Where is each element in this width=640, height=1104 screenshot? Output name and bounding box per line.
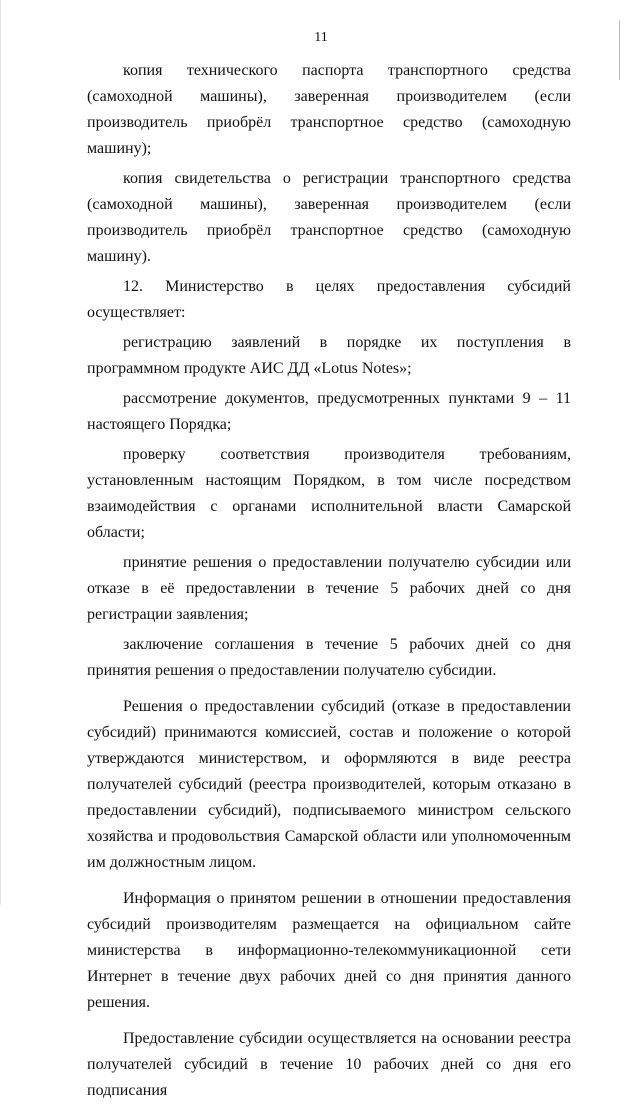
paragraph-compliance-check: проверку соответствия производителя требованиям, установленным настоящим Порядком, в том числе посредством взаимодействия с органами исполнительной власти Самарской области; xyxy=(87,446,571,541)
paragraph-decision-publication: Информация о принятом решении в отношении предоставления субсидий производителям размещается на официальном сайте министерства в информационно-телекоммуникационной сети Интернет в течение двух рабочих дней со дня принятия данного решения. xyxy=(87,890,571,1011)
document-body xyxy=(87,58,571,1104)
paragraph-agreement-conclusion: заключение соглашения в течение 5 рабочих дней со дня принятия решения о предоставлении получателю субсидии. xyxy=(87,636,571,679)
paragraph-subsidy-provision: Предоставление субсидии осуществляется на основании реестра получателей субсидий в течение 10 рабочих дней со дня его подписания xyxy=(87,1030,571,1099)
paragraph-commission-decisions: Решения о предоставлении субсидий (отказе в предоставлении субсидий) принимаются комиссией, состав и положение о которой утверждаются министерством, и оформляются в виде реестра получателей субсидий (реестра производителей, которым отказано в предоставлении субсидий), подписываемого министром сельского хозяйства и продовольствия Самарской области или уполномоченным им должностным лицом. xyxy=(87,698,571,871)
paragraph-tech-passport-copy: копия технического паспорта транспортного средства (самоходной машины), заверенная производителем (если производитель приобрёл транспортное средство (самоходную машину); xyxy=(87,62,571,157)
paragraph-application-registration: регистрацию заявлений в порядке их поступления в программном продукте АИС ДД «Lotus Notes»; xyxy=(87,334,571,377)
paragraph-decision-making: принятие решения о предоставлении получателю субсидии или отказе в её предоставлении в течение 5 рабочих дней со дня регистрации заявления; xyxy=(87,554,571,623)
paragraph-ministry-duties-heading: 12. Министерство в целях предоставления субсидий осуществляет: xyxy=(87,278,571,321)
paragraph-registration-certificate-copy: копия свидетельства о регистрации транспортного средства (самоходной машины), заверенная производителем (если производитель приобрёл транспортное средство (самоходную машину). xyxy=(87,170,571,265)
paragraph-document-review: рассмотрение документов, предусмотренных пунктами 9 – 11 настоящего Порядка; xyxy=(87,390,571,433)
page-number: 11 xyxy=(314,30,328,45)
scan-edge-mark xyxy=(619,20,620,80)
